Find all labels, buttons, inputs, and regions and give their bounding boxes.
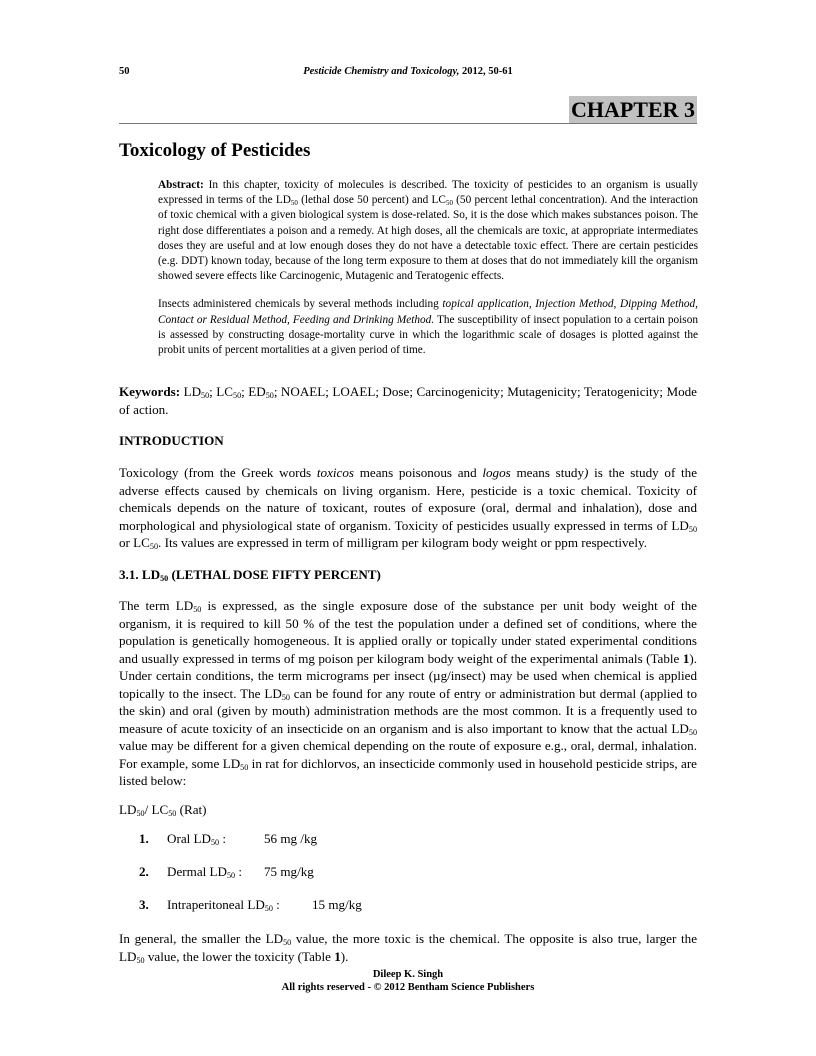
list-label bbox=[167, 831, 226, 847]
text: in rat for dichlorvos, an insecticide commonly used in household pesticide strips, are listed below: bbox=[119, 755, 697, 788]
subscript: 50 bbox=[264, 904, 273, 914]
text: 3.1. LD bbox=[119, 567, 161, 582]
section-3-1-paragraph bbox=[119, 597, 697, 790]
text: Oral LD bbox=[167, 831, 211, 846]
abstract-paragraph-2 bbox=[158, 297, 698, 358]
text: LD bbox=[119, 802, 137, 817]
text: : bbox=[235, 864, 243, 879]
text: (Rat) bbox=[176, 802, 207, 817]
subscript: 50 bbox=[233, 391, 242, 401]
text: means poisonous and bbox=[353, 465, 483, 480]
text: ; NOAEL; LOAEL; Dose; Carcinogenicity; Mutagenicity; Teratogenicity; Mode of action. bbox=[119, 384, 697, 417]
author-name: Dileep K. Singh bbox=[372, 969, 444, 980]
list-value: 15 mg/kg bbox=[312, 897, 362, 912]
subscript: 50 bbox=[168, 809, 177, 819]
text: Intraperitoneal LD bbox=[167, 897, 265, 912]
text: value may be different for a given chemical depending on the route of exposure e.g., oral, dermal, inhalation. For example, some LD bbox=[119, 738, 697, 771]
introduction-paragraph bbox=[119, 464, 697, 552]
text: ). bbox=[340, 948, 349, 964]
text: value, the more toxic is the chemical. The opposite is also true, larger the LD bbox=[119, 931, 698, 964]
text: In general, the smaller the LD bbox=[119, 931, 284, 946]
page-number: 50 bbox=[119, 66, 130, 77]
text: Insects administered chemicals by several methods including bbox=[158, 298, 443, 311]
text: The term LD bbox=[119, 598, 194, 613]
copyright-notice: All rights reserved - © 2012 Bentham Science Publishers bbox=[281, 982, 535, 993]
text: (50 percent lethal concentration). And the interaction of toxic chemical with a given biological system is dose-related. So, it is the dose which makes substances poison. The right dose differentiates a poison and a remedy. At high doses, all the chemicals are toxic, at appropriate intermediates doses they are useful and at low enough doses they do not have a detectable toxic effect. There are certain pesticides (e.g. DDT) known today, because of the long term exposure to them at doses that do not immediately kill the organism showed severe effects like Carcinogenic, Mutagenic and Teratogenic effects. bbox=[158, 194, 698, 283]
text: (LETHAL DOSE FIFTY PERCENT) bbox=[168, 567, 381, 582]
abstract-paragraph-1 bbox=[158, 178, 698, 284]
italic-term: logos bbox=[482, 465, 511, 480]
text: Dermal LD bbox=[167, 864, 227, 879]
methods-list: topical application, Injection Method, Dipping Method, Contact or Residual Method, Feeding and Drinking Method. bbox=[158, 298, 698, 326]
keywords-label: Keywords: bbox=[119, 384, 181, 399]
chapter-label: CHAPTER 3 bbox=[570, 97, 695, 122]
text: is the study of the adverse effects caused by chemicals on living organism. Here, pesticide is a toxic chemical. Toxicity of chemicals depends on the nature of toxicant, routes of exposure (oral, dermal and inhalation), dose and morphological and physiological state of organism. Toxicity of pesticides usually expressed in terms of LD bbox=[119, 465, 698, 533]
subscript: 50 bbox=[283, 938, 292, 948]
subscript: 50 bbox=[160, 574, 169, 584]
subscript: 50 bbox=[211, 838, 220, 848]
section-3-1-heading bbox=[119, 566, 697, 584]
text: can be found for any route of entry or administration but dermal (applied to the skin) and oral (given by mouth) administration methods are the most common. It is a frequently used to measure of acute toxicity of an insecticide on an organism and is also important to know that the actual LD bbox=[119, 685, 697, 736]
italic-paren: ) bbox=[584, 465, 589, 480]
table-1-link[interactable]: 1 bbox=[334, 948, 341, 964]
text: : bbox=[272, 897, 280, 912]
list-value: 75 mg/kg bbox=[264, 864, 314, 879]
general-paragraph bbox=[119, 930, 697, 965]
list-number: 1. bbox=[139, 831, 149, 846]
list-label bbox=[167, 897, 280, 913]
text: LD bbox=[180, 384, 202, 399]
subscript: 50 bbox=[445, 198, 453, 207]
subscript: 50 bbox=[149, 542, 159, 552]
list-label bbox=[167, 864, 242, 880]
text: value, the lower the toxicity (Table bbox=[144, 948, 335, 964]
journal-title: Pesticide Chemistry and Toxicology, bbox=[303, 66, 460, 77]
subscript: 50 bbox=[227, 871, 236, 881]
list-value: 56 mg /kg bbox=[264, 831, 318, 846]
text: is expressed, as the single exposure dose of the substance per unit body weight of the organism, it is required to kill 50 % of the test the population under a defined set of conditions, where the population is genetically homogeneous. It is applied orally or topically under stated experimental conditions and usually expressed in terms of mg poison per kilogram body weight of the experimental animals (Table bbox=[119, 598, 697, 666]
page-footer bbox=[0, 968, 816, 994]
subscript: 50 bbox=[240, 762, 249, 772]
italic-term: toxicos bbox=[316, 465, 354, 480]
text: . Its values are expressed in term of milligram per kilogram body weight or ppm respectively. bbox=[158, 535, 647, 550]
text: Toxicology (from the Greek words bbox=[119, 465, 317, 480]
keywords bbox=[119, 383, 697, 418]
journal-citation bbox=[119, 66, 697, 77]
text: (lethal dose 50 percent) and LC bbox=[297, 194, 446, 207]
list-number: 3. bbox=[139, 897, 149, 912]
subscript: 50 bbox=[281, 692, 290, 702]
subscript: 50 bbox=[688, 524, 697, 534]
chapter-title: Toxicology of Pesticides bbox=[119, 140, 311, 161]
text: ). Under certain conditions, the term micrograms per insect (µg/insect) may be used when chemical is applied topically to the insect. The LD bbox=[119, 650, 697, 701]
text: means study bbox=[510, 465, 585, 480]
text: : bbox=[219, 831, 227, 846]
subscript: 50 bbox=[201, 391, 210, 401]
text: or LC bbox=[119, 535, 150, 550]
abstract bbox=[158, 178, 698, 371]
subscript: 50 bbox=[290, 198, 298, 207]
text: In this chapter, toxicity of molecules is described. The toxicity of pesticides to an organism is usually expressed in terms of the LD bbox=[158, 179, 698, 207]
subscript: 50 bbox=[193, 605, 202, 615]
list-number: 2. bbox=[139, 864, 149, 879]
subscript: 50 bbox=[136, 809, 145, 819]
header-divider bbox=[119, 123, 697, 124]
text: ; ED bbox=[241, 384, 266, 399]
subscript: 50 bbox=[688, 727, 697, 737]
journal-year-pages: 2012, 50-61 bbox=[459, 66, 513, 77]
text: / LC bbox=[144, 802, 169, 817]
table-1-link[interactable]: 1 bbox=[682, 650, 690, 666]
subscript: 50 bbox=[265, 391, 274, 401]
text: The susceptibility of insect population to a certain poison is assessed by constructing dosage-mortality curve in which the logarithmic scale of dosages is plotted against the probit units of percent mortalities at a given period of time. bbox=[158, 313, 698, 357]
text: ; LC bbox=[209, 384, 234, 399]
subscript: 50 bbox=[136, 955, 145, 965]
introduction-heading: INTRODUCTION bbox=[119, 433, 224, 448]
rat-values-label bbox=[119, 801, 697, 819]
abstract-label: Abstract: bbox=[158, 179, 204, 191]
